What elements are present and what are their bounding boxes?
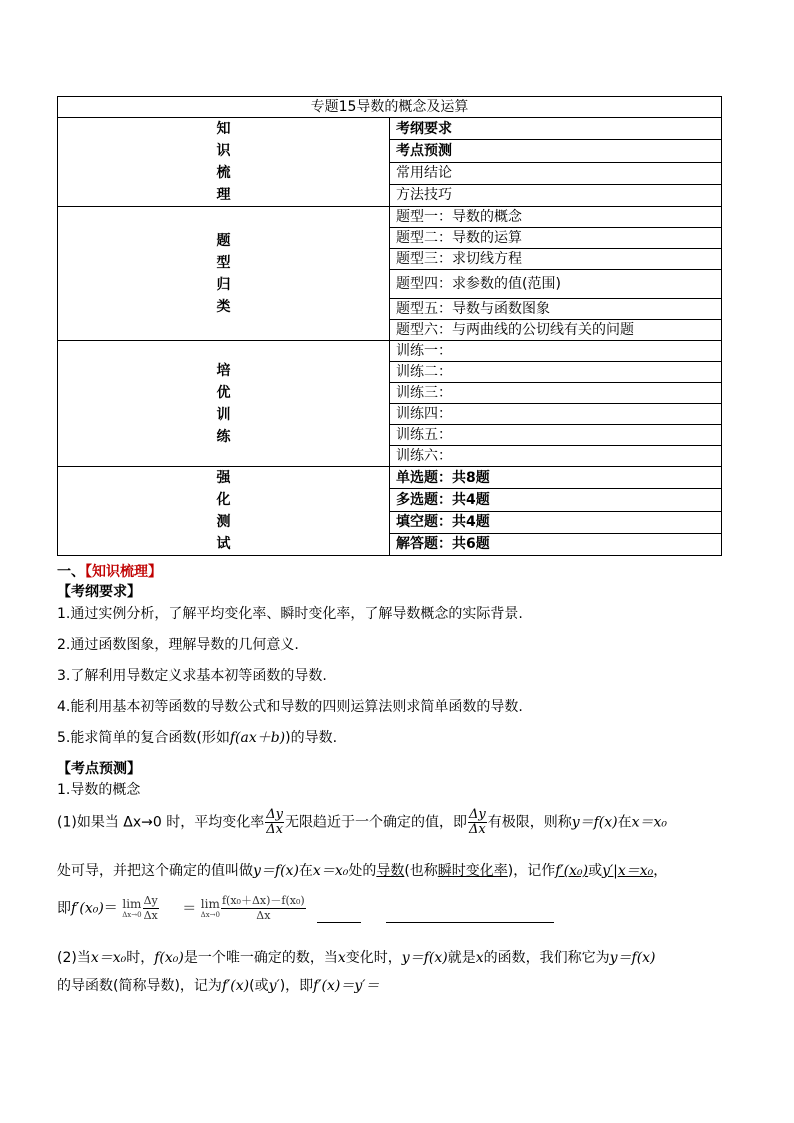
section-label-types: 题 型 归 类 xyxy=(58,207,390,341)
toc-row: 训练六： xyxy=(390,446,722,467)
toc-row: 填空题：共4题 xyxy=(390,511,722,533)
subheading-predictions: 【考点预测】 xyxy=(57,761,141,777)
limit-expression-2: lim Δx→0 xyxy=(200,897,220,919)
requirement-2: 2.通过函数图象，理解导数的几何意义. xyxy=(57,637,299,653)
requirement-3: 3.了解利用导数定义求基本初等函数的导数. xyxy=(57,668,327,684)
table-title: 专题15导数的概念及运算 xyxy=(58,97,722,118)
section-heading: 一、【知识梳理】 xyxy=(57,564,162,580)
fraction-difference-quotient: $\frac{\text{f(x₀＋Δx)－f(x₀)}}{\Delta x}$ xyxy=(221,894,305,922)
requirement-1: 1.通过实例分析，了解平均变化率、瞬时变化率，了解导数概念的实际背景. xyxy=(57,606,523,622)
toc-row: 训练五： xyxy=(390,425,722,446)
toc-row: 训练一： xyxy=(390,341,722,362)
point-title: 1.导数的概念 xyxy=(57,782,141,798)
toc-row: 训练三： xyxy=(390,383,722,404)
toc-row: 题型二：导数的运算 xyxy=(390,228,722,249)
toc-row: 题型五：导数与函数图象 xyxy=(390,299,722,320)
blank-line xyxy=(317,922,361,923)
toc-row: 多选题：共4题 xyxy=(390,489,722,511)
paragraph-2-line-2: 的导函数(简称导数)，记为f′(x)(或y′)，即f′(x)＝y′＝ xyxy=(57,978,380,994)
paragraph-1-line-1: (1)如果当 Δx→0 时，平均变化率 $\frac{\Delta y}{\Delta x}$ 无限趋近于一个确定的值，即 $\frac{\Delta y}{\Delta x}$ 有极限，则称y＝f(x)在x＝x₀ xyxy=(57,807,668,837)
section-label-knowledge: 知 识 梳 理 xyxy=(58,118,390,207)
toc-row: 考纲要求 xyxy=(390,118,722,140)
limit-expression-1: lim Δx→0 xyxy=(122,897,142,919)
toc-row: 题型六：与两曲线的公切线有关的问题 xyxy=(390,320,722,341)
toc-row: 题型三：求切线方程 xyxy=(390,249,722,270)
requirement-4: 4.能利用基本初等函数的导数公式和导数的四则运算法则求简单函数的导数. xyxy=(57,699,523,715)
contents-table xyxy=(57,96,722,556)
paragraph-1-line-2: 处可导，并把这个确定的值叫做y＝f(x)在x＝x₀处的导数(也称瞬时变化率)，记作f′(x₀)或y′|x＝x₀， xyxy=(57,863,668,879)
section-label-training: 培 优 训 练 xyxy=(58,341,390,467)
fraction-dy-dx: $\frac{\Delta y}{\Delta x}$ xyxy=(266,807,283,837)
fraction-dy-dx: $\frac{\Delta y}{\Delta x}$ xyxy=(468,807,486,837)
toc-row: 方法技巧 xyxy=(390,184,722,206)
toc-row: 训练二： xyxy=(390,362,722,383)
toc-row: 常用结论 xyxy=(390,162,722,184)
toc-row: 单选题：共8题 xyxy=(390,467,722,489)
fraction-dy-dx: $\frac{\Delta y}{\Delta x}$ xyxy=(143,894,158,922)
requirement-5: 5.能求简单的复合函数(形如f(ax＋b))的导数. xyxy=(57,730,338,746)
section-label-tests: 强 化 测 试 xyxy=(58,467,390,556)
toc-row: 考点预测 xyxy=(390,140,722,162)
paragraph-2-line-1: (2)当x＝x₀时，f(x₀)是一个唯一确定的数，当x变化时，y＝f(x)就是x的函数，我们称它为y＝f(x) xyxy=(57,950,656,966)
subheading-requirements: 【考纲要求】 xyxy=(57,584,141,600)
toc-row: 训练四： xyxy=(390,404,722,425)
toc-row: 题型四：求参数的值(范围) xyxy=(390,270,722,299)
toc-row: 解答题：共6题 xyxy=(390,533,722,555)
blank-line xyxy=(386,922,554,923)
toc-row: 题型一：导数的概念 xyxy=(390,207,722,228)
paragraph-1-line-3: 即f′(x₀)＝ lim Δx→0 $\frac{\Delta y}{\Delta x}$ ＝ lim Δx→0 $\frac{\text{f(x₀＋Δx)－f(x₀)}}{\Delta x}$ xyxy=(57,894,554,923)
